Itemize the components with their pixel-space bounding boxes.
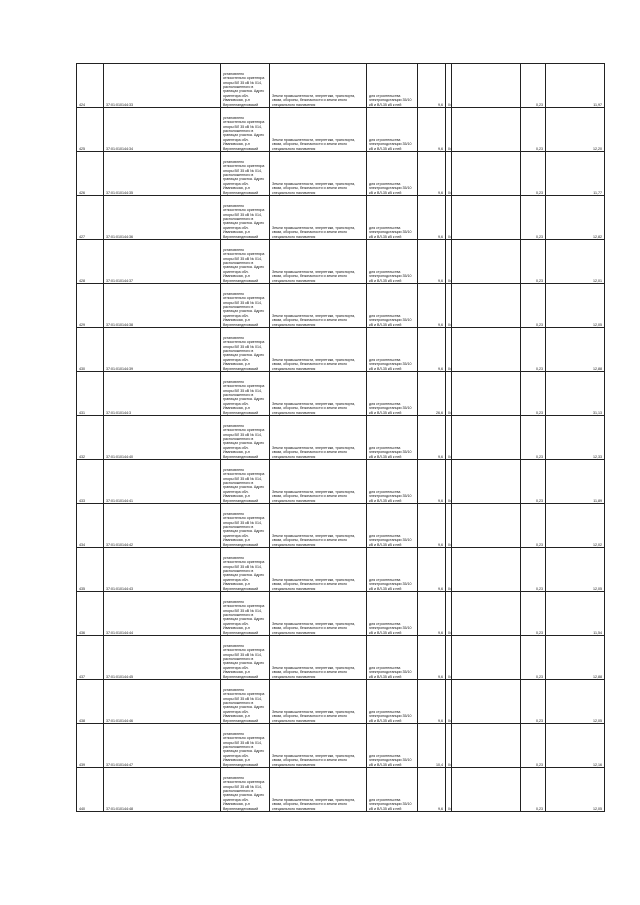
rate-value: 0,23 — [521, 724, 546, 768]
location-description: установлено относительно ориентира опоры ВЛ 35 кВ № 014, расположенного в границах участка. Адрес ориентира обл. Ивановская, р-н Верхнеландеховский — [221, 592, 270, 636]
cadastral-number: 37:01:010144:3 — [104, 372, 221, 416]
location-description: установлено относительно ориентира опоры ВЛ 35 кВ № 014, расположенного в границах участка. Адрес ориентира обл. Ивановская, р-н Верхнеландеховский — [221, 504, 270, 548]
permitted-use: для строительства электроподстанции 35/10 кВ и ВЛ-35 кВ к ней — [367, 108, 418, 152]
area-value: 9,6 — [418, 504, 446, 548]
land-category: Земли промышленности, энергетики, транспорта, связи, обороны, безопасности и земли иного специального назначения — [270, 548, 367, 592]
empty-cell — [452, 372, 521, 416]
area-value: 9,6 — [418, 548, 446, 592]
table-body — [77, 64, 605, 812]
empty-cell — [452, 284, 521, 328]
area-value: 9,6 — [418, 636, 446, 680]
rate-value: 0,23 — [521, 372, 546, 416]
permitted-use: для строительства электроподстанции 35/10 кВ и ВЛ-35 кВ к ней — [367, 680, 418, 724]
row-number: 436 — [77, 592, 104, 636]
area-unit-code: 04 — [446, 548, 452, 592]
empty-cell — [452, 196, 521, 240]
rate-value: 0,23 — [521, 636, 546, 680]
land-category: Земли промышленности, энергетики, транспорта, связи, обороны, безопасности и земли иного специального назначения — [270, 152, 367, 196]
table-row — [77, 768, 605, 812]
sum-value: 12,16 — [546, 724, 605, 768]
row-number: 426 — [77, 152, 104, 196]
area-unit-code: 04 — [446, 592, 452, 636]
document-sheet — [76, 63, 602, 812]
empty-cell — [452, 724, 521, 768]
permitted-use: для строительства электроподстанции 35/10 кВ и ВЛ-35 кВ к ней — [367, 592, 418, 636]
table-row — [77, 724, 605, 768]
cadastral-number: 37:01:010144:36 — [104, 196, 221, 240]
cadastral-number: 37:01:010144:37 — [104, 240, 221, 284]
table-row — [77, 284, 605, 328]
permitted-use: для строительства электроподстанции 35/10 кВ и ВЛ-35 кВ к ней — [367, 328, 418, 372]
location-description: установлено относительно ориентира опоры ВЛ 35 кВ № 014, расположенного в границах участка. Адрес ориентира обл. Ивановская, р-н Верхнеландеховский — [221, 460, 270, 504]
table-row — [77, 152, 605, 196]
sum-value: 12,88 — [546, 636, 605, 680]
empty-cell — [452, 460, 521, 504]
area-unit-code: 04 — [446, 416, 452, 460]
land-plot-table — [76, 63, 605, 812]
row-number: 429 — [77, 284, 104, 328]
area-unit-code: 04 — [446, 240, 452, 284]
sum-value: 12,05 — [546, 680, 605, 724]
table-row — [77, 416, 605, 460]
row-number: 434 — [77, 504, 104, 548]
land-category: Земли промышленности, энергетики, транспорта, связи, обороны, безопасности и земли иного специального назначения — [270, 372, 367, 416]
area-unit-code: 04 — [446, 372, 452, 416]
permitted-use: для строительства электроподстанции 35/10 кВ и ВЛ-35 кВ к ней — [367, 152, 418, 196]
location-description: установлено относительно ориентира опоры ВЛ 35 кВ № 014, расположенного в границах участка. Адрес ориентира обл. Ивановская, р-н Верхнеландеховский — [221, 328, 270, 372]
row-number: 440 — [77, 768, 104, 812]
location-description: установлено относительно ориентира опоры ВЛ 35 кВ № 014, расположенного в границах участка. Адрес ориентира обл. Ивановская, р-н Верхнеландеховский — [221, 636, 270, 680]
land-category: Земли промышленности, энергетики, транспорта, связи, обороны, безопасности и земли иного специального назначения — [270, 196, 367, 240]
area-value: 26,6 — [418, 372, 446, 416]
sum-value: 11,89 — [546, 460, 605, 504]
permitted-use: для строительства электроподстанции 35/10 кВ и ВЛ-35 кВ к ней — [367, 372, 418, 416]
area-value: 9,6 — [418, 284, 446, 328]
row-number: 427 — [77, 196, 104, 240]
row-number: 430 — [77, 328, 104, 372]
row-number: 431 — [77, 372, 104, 416]
land-category: Земли промышленности, энергетики, транспорта, связи, обороны, безопасности и земли иного специального назначения — [270, 636, 367, 680]
land-category: Земли промышленности, энергетики, транспорта, связи, обороны, безопасности и земли иного специального назначения — [270, 284, 367, 328]
location-description: установлено относительно ориентира опоры ВЛ 35 кВ № 014, расположенного в границах участка. Адрес ориентира обл. Ивановская, р-н Верхнеландеховский — [221, 152, 270, 196]
location-description: установлено относительно ориентира опоры ВЛ 35 кВ № 014, расположенного в границах участка. Адрес ориентира обл. Ивановская, р-н Верхнеландеховский — [221, 680, 270, 724]
area-unit-code: 04 — [446, 636, 452, 680]
row-number: 433 — [77, 460, 104, 504]
empty-cell — [452, 416, 521, 460]
empty-cell — [452, 152, 521, 196]
cadastral-number: 37:01:010144:34 — [104, 108, 221, 152]
sum-value: 12,20 — [546, 108, 605, 152]
permitted-use: для строительства электроподстанции 35/10 кВ и ВЛ-35 кВ к ней — [367, 64, 418, 108]
area-value: 9,6 — [418, 64, 446, 108]
table-row — [77, 460, 605, 504]
area-unit-code: 04 — [446, 108, 452, 152]
row-number: 435 — [77, 548, 104, 592]
area-value: 9,6 — [418, 416, 446, 460]
empty-cell — [452, 548, 521, 592]
area-value: 9,6 — [418, 592, 446, 636]
area-value: 9,6 — [418, 680, 446, 724]
rate-value: 0,23 — [521, 592, 546, 636]
area-unit-code: 04 — [446, 196, 452, 240]
location-description: установлено относительно ориентира опоры ВЛ 35 кВ № 014, расположенного в границах участка. Адрес ориентира обл. Ивановская, р-н Верхнеландеховский — [221, 416, 270, 460]
area-value: 9,6 — [418, 240, 446, 284]
sum-value: 12,05 — [546, 284, 605, 328]
empty-cell — [452, 328, 521, 372]
table-row — [77, 504, 605, 548]
sum-value: 12,05 — [546, 768, 605, 812]
rate-value: 0,23 — [521, 680, 546, 724]
rate-value: 0,23 — [521, 240, 546, 284]
rate-value: 0,23 — [521, 152, 546, 196]
empty-cell — [452, 504, 521, 548]
permitted-use: для строительства электроподстанции 35/10 кВ и ВЛ-35 кВ к ней — [367, 768, 418, 812]
rate-value: 0,23 — [521, 768, 546, 812]
row-number: 438 — [77, 680, 104, 724]
table-row — [77, 196, 605, 240]
location-description: установлено относительно ориентира опоры ВЛ 35 кВ № 014, расположенного в границах участка. Адрес ориентира обл. Ивановская, р-н Верхнеландеховский — [221, 196, 270, 240]
area-unit-code: 04 — [446, 680, 452, 724]
cadastral-number: 37:01:010144:48 — [104, 768, 221, 812]
rate-value: 0,23 — [521, 504, 546, 548]
area-unit-code: 04 — [446, 504, 452, 548]
area-unit-code: 04 — [446, 460, 452, 504]
empty-cell — [452, 240, 521, 284]
location-description: установлено относительно ориентира опоры ВЛ 35 кВ № 014, расположенного в границах участка. Адрес ориентира обл. Ивановская, р-н Верхнеландеховский — [221, 64, 270, 108]
empty-cell — [452, 680, 521, 724]
cadastral-number: 37:01:010144:40 — [104, 416, 221, 460]
location-description: установлено относительно ориентира опоры ВЛ 35 кВ № 014, расположенного в границах участка. Адрес ориентира обл. Ивановская, р-н Верхнеландеховский — [221, 372, 270, 416]
rate-value: 0,23 — [521, 328, 546, 372]
area-value: 9,6 — [418, 108, 446, 152]
area-unit-code: 04 — [446, 64, 452, 108]
location-description: установлено относительно ориентира опоры ВЛ 35 кВ № 014, расположенного в границах участка. Адрес ориентира обл. Ивановская, р-н Верхнеландеховский — [221, 548, 270, 592]
rate-value: 0,23 — [521, 108, 546, 152]
location-description: установлено относительно ориентира опоры ВЛ 35 кВ № 014, расположенного в границах участка. Адрес ориентира обл. Ивановская, р-н Верхнеландеховский — [221, 724, 270, 768]
area-value: 9,6 — [418, 328, 446, 372]
permitted-use: для строительства электроподстанции 35/10 кВ и ВЛ-35 кВ к ней — [367, 196, 418, 240]
area-value: 9,6 — [418, 152, 446, 196]
empty-cell — [452, 768, 521, 812]
cadastral-number: 37:01:010144:45 — [104, 636, 221, 680]
area-unit-code: 04 — [446, 152, 452, 196]
cadastral-number: 37:01:010144:39 — [104, 328, 221, 372]
cadastral-number: 37:01:010144:41 — [104, 460, 221, 504]
area-value: 9,6 — [418, 460, 446, 504]
sum-value: 11,97 — [546, 64, 605, 108]
permitted-use: для строительства электроподстанции 35/10 кВ и ВЛ-35 кВ к ней — [367, 240, 418, 284]
cadastral-number: 37:01:010144:46 — [104, 680, 221, 724]
location-description: установлено относительно ориентира опоры ВЛ 35 кВ № 014, расположенного в границах участка. Адрес ориентира обл. Ивановская, р-н Верхнеландеховский — [221, 240, 270, 284]
row-number: 425 — [77, 108, 104, 152]
area-unit-code: 04 — [446, 768, 452, 812]
cadastral-number: 37:01:010144:42 — [104, 504, 221, 548]
cadastral-number: 37:01:010144:33 — [104, 64, 221, 108]
table-row — [77, 548, 605, 592]
permitted-use: для строительства электроподстанции 35/10 кВ и ВЛ-35 кВ к ней — [367, 416, 418, 460]
rate-value: 0,23 — [521, 196, 546, 240]
land-category: Земли промышленности, энергетики, транспорта, связи, обороны, безопасности и земли иного специального назначения — [270, 460, 367, 504]
land-category: Земли промышленности, энергетики, транспорта, связи, обороны, безопасности и земли иного специального назначения — [270, 768, 367, 812]
permitted-use: для строительства электроподстанции 35/10 кВ и ВЛ-35 кВ к ней — [367, 724, 418, 768]
area-unit-code: 04 — [446, 724, 452, 768]
cadastral-number: 37:01:010144:38 — [104, 284, 221, 328]
land-category: Земли промышленности, энергетики, транспорта, связи, обороны, безопасности и земли иного специального назначения — [270, 680, 367, 724]
permitted-use: для строительства электроподстанции 35/10 кВ и ВЛ-35 кВ к ней — [367, 548, 418, 592]
land-category: Земли промышленности, энергетики, транспорта, связи, обороны, безопасности и земли иного специального назначения — [270, 108, 367, 152]
area-unit-code: 04 — [446, 328, 452, 372]
table-row — [77, 328, 605, 372]
sum-value: 12,82 — [546, 196, 605, 240]
empty-cell — [452, 592, 521, 636]
land-category: Земли промышленности, энергетики, транспорта, связи, обороны, безопасности и земли иного специального назначения — [270, 64, 367, 108]
land-category: Земли промышленности, энергетики, транспорта, связи, обороны, безопасности и земли иного специального назначения — [270, 240, 367, 284]
land-category: Земли промышленности, энергетики, транспорта, связи, обороны, безопасности и земли иного специального назначения — [270, 592, 367, 636]
empty-cell — [452, 108, 521, 152]
sum-value: 31,13 — [546, 372, 605, 416]
sum-value: 11,77 — [546, 152, 605, 196]
row-number: 424 — [77, 64, 104, 108]
table-row — [77, 636, 605, 680]
rate-value: 0,23 — [521, 284, 546, 328]
row-number: 437 — [77, 636, 104, 680]
area-value: 9,6 — [418, 196, 446, 240]
permitted-use: для строительства электроподстанции 35/10 кВ и ВЛ-35 кВ к ней — [367, 636, 418, 680]
permitted-use: для строительства электроподстанции 35/10 кВ и ВЛ-35 кВ к ней — [367, 284, 418, 328]
cadastral-number: 37:01:010144:44 — [104, 592, 221, 636]
table-row — [77, 372, 605, 416]
table-row — [77, 240, 605, 284]
location-description: установлено относительно ориентира опоры ВЛ 35 кВ № 014, расположенного в границах участка. Адрес ориентира обл. Ивановская, р-н Верхнеландеховский — [221, 108, 270, 152]
table-row — [77, 108, 605, 152]
land-category: Земли промышленности, энергетики, транспорта, связи, обороны, безопасности и земли иного специального назначения — [270, 416, 367, 460]
cadastral-number: 37:01:010144:35 — [104, 152, 221, 196]
sum-value: 12,05 — [546, 548, 605, 592]
rate-value: 0,23 — [521, 64, 546, 108]
rate-value: 0,23 — [521, 460, 546, 504]
rate-value: 0,23 — [521, 416, 546, 460]
row-number: 439 — [77, 724, 104, 768]
permitted-use: для строительства электроподстанции 35/10 кВ и ВЛ-35 кВ к ней — [367, 504, 418, 548]
empty-cell — [452, 64, 521, 108]
area-value: 10,4 — [418, 724, 446, 768]
table-row — [77, 680, 605, 724]
cadastral-number: 37:01:010144:47 — [104, 724, 221, 768]
land-category: Земли промышленности, энергетики, транспорта, связи, обороны, безопасности и земли иного специального назначения — [270, 328, 367, 372]
area-value: 9,6 — [418, 768, 446, 812]
land-category: Земли промышленности, энергетики, транспорта, связи, обороны, безопасности и земли иного специального назначения — [270, 504, 367, 548]
permitted-use: для строительства электроподстанции 35/10 кВ и ВЛ-35 кВ к ней — [367, 460, 418, 504]
row-number: 428 — [77, 240, 104, 284]
location-description: установлено относительно ориентира опоры ВЛ 35 кВ № 014, расположенного в границах участка. Адрес ориентира обл. Ивановская, р-н Верхнеландеховский — [221, 768, 270, 812]
sum-value: 11,54 — [546, 592, 605, 636]
row-number: 432 — [77, 416, 104, 460]
rate-value: 0,23 — [521, 548, 546, 592]
sum-value: 12,01 — [546, 240, 605, 284]
land-category: Земли промышленности, энергетики, транспорта, связи, обороны, безопасности и земли иного специального назначения — [270, 724, 367, 768]
table-row — [77, 592, 605, 636]
sum-value: 12,02 — [546, 504, 605, 548]
location-description: установлено относительно ориентира опоры ВЛ 35 кВ № 014, расположенного в границах участка. Адрес ориентира обл. Ивановская, р-н Верхнеландеховский — [221, 284, 270, 328]
cadastral-number: 37:01:010144:43 — [104, 548, 221, 592]
sum-value: 12,88 — [546, 328, 605, 372]
table-row — [77, 64, 605, 108]
area-unit-code: 04 — [446, 284, 452, 328]
empty-cell — [452, 636, 521, 680]
sum-value: 12,33 — [546, 416, 605, 460]
